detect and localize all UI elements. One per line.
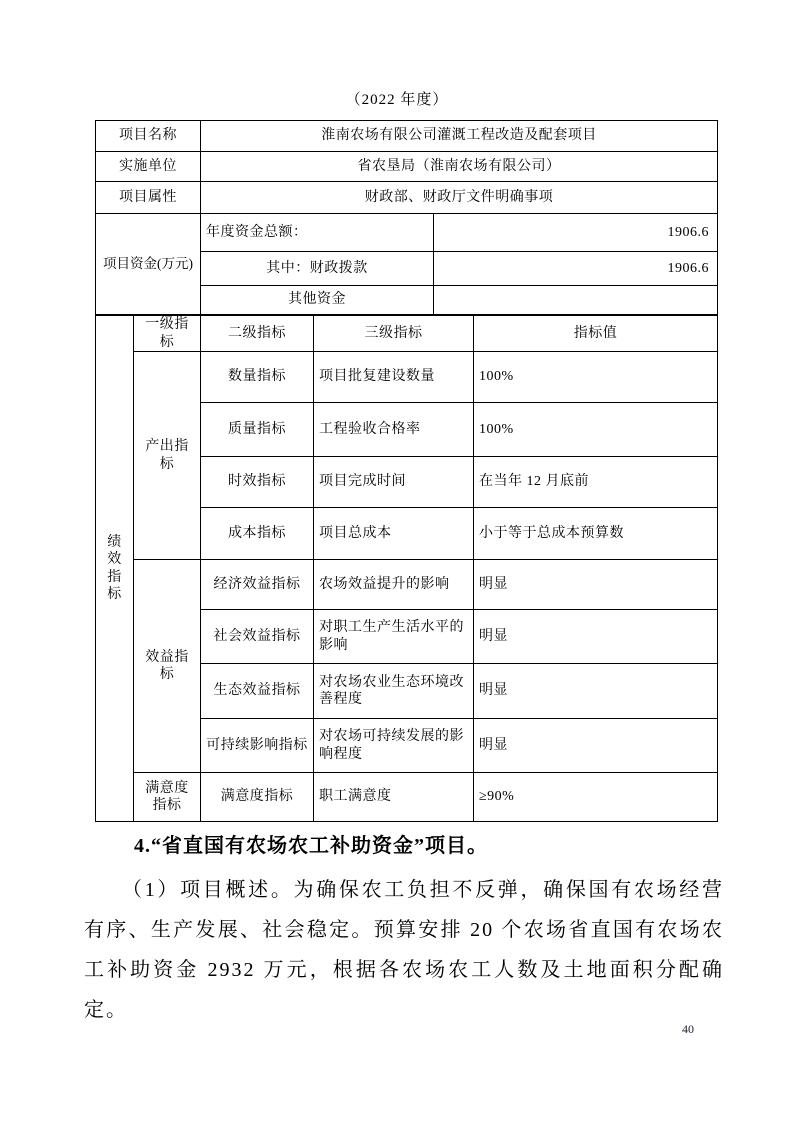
level3-indicator: 农场效益提升的影响	[314, 560, 474, 610]
project-attribute-value: 财政部、财政厅文件明确事项	[201, 182, 718, 214]
indicator-value: 明显	[474, 664, 718, 719]
project-name-label: 项目名称	[96, 121, 201, 152]
fiscal-appropriation-amount: 1906.6	[434, 252, 718, 286]
level3-indicator: 项目批复建设数量	[314, 352, 474, 403]
project-funding-label: 项目资金(万元)	[96, 214, 201, 315]
table-row	[96, 560, 718, 610]
page-number: 40	[682, 1022, 694, 1036]
performance-indicator-row-header: 绩效指标	[96, 316, 134, 822]
table-header-row	[96, 316, 718, 352]
section-paragraph: （1）项目概述。为确保农工负担不反弹，确保国有农场经营有序、生产发展、社会稳定。预算安排 20 个农场省直国有农场农工补助资金 2932 万元，根据各农场农工人数及土地面积分配确定。	[84, 879, 724, 1021]
level3-indicator: 项目总成本	[314, 508, 474, 560]
indicator-value: 100%	[474, 403, 718, 457]
level1-satisfaction-indicator: 满意度指标	[134, 773, 201, 822]
table-row	[96, 121, 718, 152]
level2-indicator: 满意度指标	[201, 773, 314, 822]
document-title: （2022 年度）	[345, 92, 449, 108]
table-row	[96, 773, 718, 822]
table-row	[96, 352, 718, 403]
level2-indicator: 数量指标	[201, 352, 314, 403]
column-header-level2: 二级指标	[201, 316, 314, 352]
project-info-table	[95, 120, 718, 315]
level3-indicator: 对农场农业生态环境改善程度	[314, 664, 474, 719]
table-row	[96, 182, 718, 214]
indicator-value: 明显	[474, 610, 718, 664]
project-name-value: 淮南农场有限公司灌溉工程改造及配套项目	[201, 121, 718, 152]
table-row	[96, 214, 718, 252]
level2-indicator: 质量指标	[201, 403, 314, 457]
column-header-value: 指标值	[474, 316, 718, 352]
indicator-value: 小于等于总成本预算数	[474, 508, 718, 560]
column-header-level1: 一级指标	[134, 316, 201, 352]
indicator-value: 明显	[474, 719, 718, 773]
level3-indicator: 职工满意度	[314, 773, 474, 822]
project-attribute-label: 项目属性	[96, 182, 201, 214]
level2-indicator: 成本指标	[201, 508, 314, 560]
annual-total-amount: 1906.6	[434, 214, 718, 252]
implementing-unit-label: 实施单位	[96, 152, 201, 182]
level1-output-indicator: 产出指标	[134, 352, 201, 560]
level3-indicator: 项目完成时间	[314, 457, 474, 508]
indicator-value: 在当年 12 月底前	[474, 457, 718, 508]
level3-indicator: 对职工生产生活水平的影响	[314, 610, 474, 664]
indicator-value: 100%	[474, 352, 718, 403]
level3-indicator: 工程验收合格率	[314, 403, 474, 457]
indicator-value: 明显	[474, 560, 718, 610]
other-funds-label: 其他资金	[201, 286, 434, 315]
level2-indicator: 经济效益指标	[201, 560, 314, 610]
implementing-unit-value: 省农垦局（淮南农场有限公司）	[201, 152, 718, 182]
level2-indicator: 生态效益指标	[201, 664, 314, 719]
level2-indicator: 时效指标	[201, 457, 314, 508]
performance-indicator-table	[95, 315, 718, 822]
column-header-level3: 三级指标	[314, 316, 474, 352]
table-row	[96, 152, 718, 182]
level1-benefit-indicator: 效益指标	[134, 560, 201, 773]
indicator-value: ≥90%	[474, 773, 718, 822]
fiscal-appropriation-label: 其中：财政拨款	[201, 252, 434, 286]
annual-total-label: 年度资金总额：	[201, 214, 434, 252]
level3-indicator: 对农场可持续发展的影响程度	[314, 719, 474, 773]
level2-indicator: 社会效益指标	[201, 610, 314, 664]
section-heading: 4.“省直国有农场农工补助资金”项目。	[134, 835, 488, 857]
body-section	[84, 830, 724, 1030]
level2-indicator: 可持续影响指标	[201, 719, 314, 773]
other-funds-amount	[434, 286, 718, 315]
